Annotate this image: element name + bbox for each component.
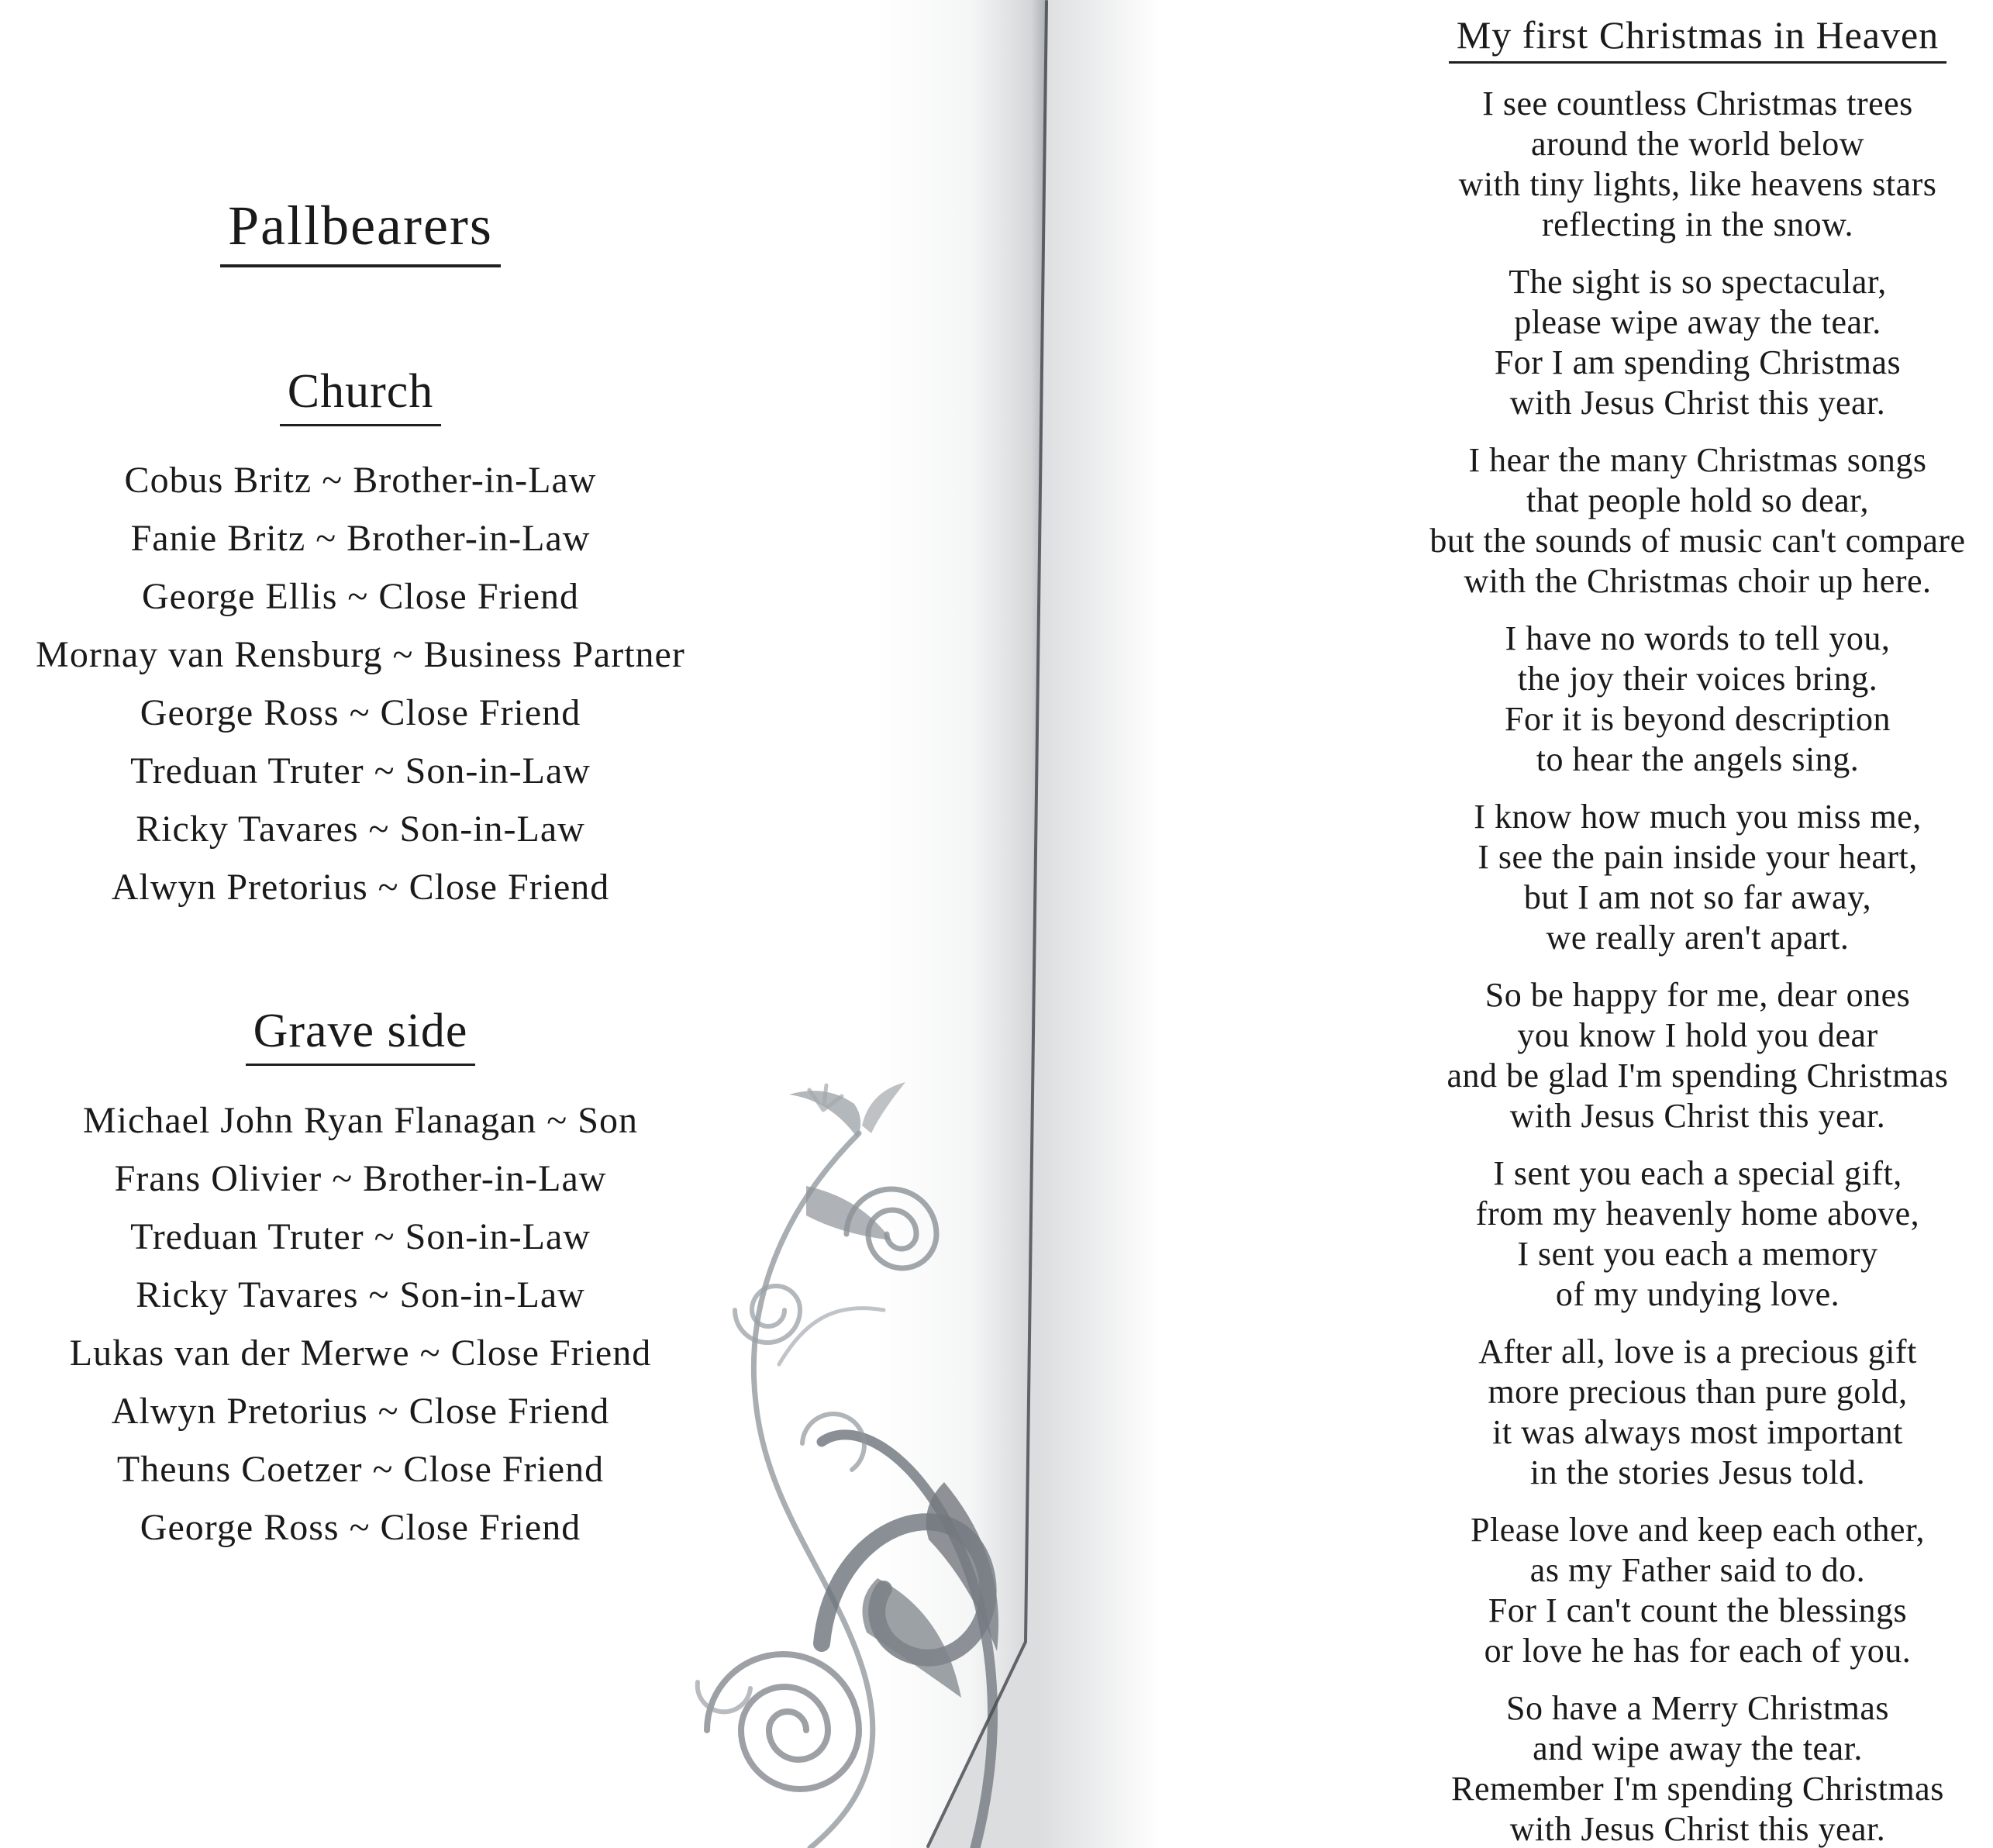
poem-stanza xyxy=(1403,1688,1992,1848)
poem-line: with Jesus Christ this year. xyxy=(1509,1097,1886,1135)
poem-line: or love he has for each of you. xyxy=(1484,1632,1912,1670)
pallbearer-entry: George Ellis ~ Close Friend xyxy=(141,576,580,617)
poem-line: For it is beyond description xyxy=(1505,700,1891,738)
poem-line: I have no words to tell you, xyxy=(1505,619,1891,657)
pallbearer-entry: George Ross ~ Close Friend xyxy=(140,1507,581,1548)
poem-line: Remember I'm spending Christmas xyxy=(1451,1770,1944,1808)
church-pallbearers-list xyxy=(0,451,721,916)
poem-line: more precious than pure gold, xyxy=(1488,1373,1908,1411)
poem-line: that people hold so dear, xyxy=(1526,481,1870,519)
pallbearer-entry: Ricky Tavares ~ Son-in-Law xyxy=(136,808,585,850)
poem-line: I see countless Christmas trees xyxy=(1482,84,1913,122)
pallbearer-entry: Theuns Coetzer ~ Close Friend xyxy=(116,1449,605,1490)
section-heading-church xyxy=(0,364,721,426)
poem-line: we really aren't apart. xyxy=(1546,919,1850,957)
poem-line: I sent you each a memory xyxy=(1517,1235,1878,1273)
pallbearer-entry: Alwyn Pretorius ~ Close Friend xyxy=(111,1391,610,1432)
right-page-poem xyxy=(1403,0,1992,1848)
poem-title xyxy=(1403,0,1992,64)
poem-stanza xyxy=(1403,1510,1992,1671)
poem-line: from my heavenly home above, xyxy=(1475,1195,1920,1233)
pallbearer-entry: Cobus Britz ~ Brother-in-Law xyxy=(124,460,597,501)
poem-line: and wipe away the tear. xyxy=(1533,1729,1863,1767)
poem-line: please wipe away the tear. xyxy=(1514,303,1881,341)
poem-line: with Jesus Christ this year. xyxy=(1509,1810,1886,1848)
poem-line: I hear the many Christmas songs xyxy=(1468,441,1927,479)
pallbearer-entry: Michael John Ryan Flanagan ~ Son xyxy=(83,1100,638,1141)
pallbearer-entry: Alwyn Pretorius ~ Close Friend xyxy=(111,867,610,908)
poem-line: I see the pain inside your heart, xyxy=(1478,838,1918,876)
page-title xyxy=(0,194,721,267)
pallbearer-entry: Frans Olivier ~ Brother-in-Law xyxy=(114,1158,607,1199)
pallbearer-entry: George Ross ~ Close Friend xyxy=(140,692,581,733)
poem-line: So have a Merry Christmas xyxy=(1506,1689,1889,1727)
poem-line: For I am spending Christmas xyxy=(1494,343,1902,381)
section-heading-graveside-text: Grave side xyxy=(246,1004,476,1066)
poem-stanza xyxy=(1403,84,1992,245)
poem-line: with the Christmas choir up here. xyxy=(1464,562,1932,600)
poem-line: you know I hold you dear xyxy=(1517,1016,1878,1054)
poem-line: but I am not so far away, xyxy=(1523,878,1872,916)
page-fold-crease-icon xyxy=(876,0,1159,1848)
poem-line: For I can't count the blessings xyxy=(1488,1591,1908,1629)
poem-stanza xyxy=(1403,975,1992,1136)
poem-title-text: My first Christmas in Heaven xyxy=(1449,12,1946,64)
poem-line: to hear the angels sing. xyxy=(1536,740,1860,778)
poem-line: with tiny lights, like heavens stars xyxy=(1458,165,1937,203)
section-heading-church-text: Church xyxy=(280,364,442,426)
pallbearer-entry: Treduan Truter ~ Son-in-Law xyxy=(130,750,591,791)
poem-line: Please love and keep each other, xyxy=(1471,1511,1925,1549)
pallbearer-entry: Mornay van Rensburg ~ Business Partner xyxy=(36,634,685,675)
poem-line: After all, love is a precious gift xyxy=(1478,1333,1917,1370)
poem-line: around the world below xyxy=(1530,125,1865,163)
poem-line: So be happy for me, dear ones xyxy=(1484,976,1911,1014)
poem-line: it was always most important xyxy=(1492,1413,1903,1451)
section-heading-graveside xyxy=(0,1004,721,1066)
pallbearer-entry: Lukas van der Merwe ~ Close Friend xyxy=(69,1333,652,1374)
poem-line: of my undying love. xyxy=(1555,1275,1840,1313)
poem-line: I sent you each a special gift, xyxy=(1493,1154,1902,1192)
poem-line: as my Father said to do. xyxy=(1529,1551,1866,1589)
poem-stanza xyxy=(1403,262,1992,423)
pallbearer-entry: Treduan Truter ~ Son-in-Law xyxy=(130,1216,591,1257)
poem-line: The sight is so spectacular, xyxy=(1509,263,1887,301)
page-title-text: Pallbearers xyxy=(220,194,501,267)
poem-line: the joy their voices bring. xyxy=(1517,660,1878,698)
poem-line: in the stories Jesus told. xyxy=(1529,1453,1866,1491)
poem-stanza xyxy=(1403,797,1992,958)
poem-stanza xyxy=(1403,619,1992,780)
left-page-pallbearers xyxy=(0,0,744,1848)
poem-body xyxy=(1403,84,1992,1848)
poem-line: and be glad I'm spending Christmas xyxy=(1446,1057,1949,1095)
poem-stanza xyxy=(1403,440,1992,602)
poem-stanza xyxy=(1403,1332,1992,1493)
pallbearer-entry: Ricky Tavares ~ Son-in-Law xyxy=(136,1274,585,1315)
poem-stanza xyxy=(1403,1153,1992,1315)
poem-line: I know how much you miss me, xyxy=(1474,798,1922,836)
poem-line: reflecting in the snow. xyxy=(1541,205,1854,243)
pallbearer-entry: Fanie Britz ~ Brother-in-Law xyxy=(130,518,591,559)
graveside-pallbearers-list xyxy=(0,1091,721,1557)
poem-line: with Jesus Christ this year. xyxy=(1509,384,1886,422)
poem-line: but the sounds of music can't compare xyxy=(1429,522,1966,560)
